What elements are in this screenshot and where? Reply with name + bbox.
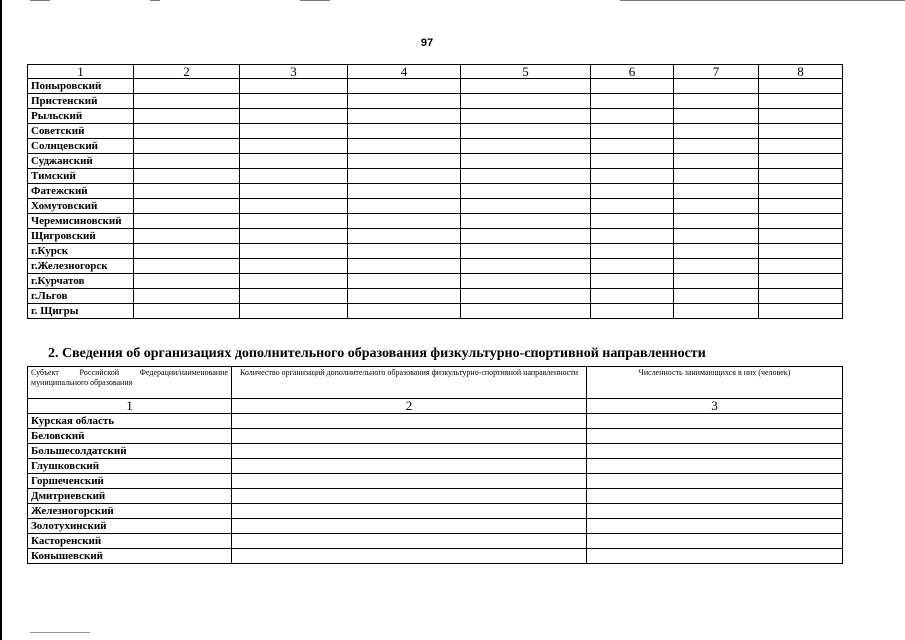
empty-cell bbox=[134, 229, 240, 244]
district-name: Солнцевский bbox=[28, 139, 134, 154]
district-name: Суджанский bbox=[28, 154, 134, 169]
table-row bbox=[28, 459, 843, 474]
table-row bbox=[28, 169, 843, 184]
empty-cell bbox=[134, 79, 240, 94]
empty-cell bbox=[759, 199, 843, 214]
table-row bbox=[28, 304, 843, 319]
empty-cell bbox=[674, 229, 759, 244]
empty-cell bbox=[759, 169, 843, 184]
empty-cell bbox=[591, 184, 674, 199]
page-left-edge bbox=[0, 0, 2, 640]
table-row bbox=[28, 109, 843, 124]
empty-cell bbox=[591, 229, 674, 244]
empty-cell bbox=[240, 304, 348, 319]
empty-cell bbox=[348, 199, 461, 214]
column-number-row bbox=[28, 65, 843, 79]
table-row bbox=[28, 489, 843, 504]
empty-cell bbox=[674, 139, 759, 154]
empty-cell bbox=[348, 154, 461, 169]
table-row bbox=[28, 549, 843, 564]
empty-cell bbox=[759, 259, 843, 274]
table-row bbox=[28, 429, 843, 444]
empty-cell bbox=[232, 444, 587, 459]
empty-cell bbox=[348, 79, 461, 94]
empty-cell bbox=[134, 109, 240, 124]
empty-cell bbox=[674, 169, 759, 184]
table-row bbox=[28, 139, 843, 154]
empty-cell bbox=[591, 154, 674, 169]
empty-cell bbox=[759, 124, 843, 139]
empty-cell bbox=[591, 274, 674, 289]
column-number: 3 bbox=[240, 65, 348, 79]
empty-cell bbox=[348, 259, 461, 274]
table-row bbox=[28, 414, 843, 429]
empty-cell bbox=[674, 109, 759, 124]
empty-cell bbox=[759, 304, 843, 319]
empty-cell bbox=[461, 214, 591, 229]
empty-cell bbox=[232, 504, 587, 519]
column-number-row bbox=[28, 399, 843, 414]
empty-cell bbox=[591, 259, 674, 274]
empty-cell bbox=[461, 169, 591, 184]
empty-cell bbox=[240, 214, 348, 229]
empty-cell bbox=[674, 199, 759, 214]
empty-cell bbox=[240, 154, 348, 169]
empty-cell bbox=[232, 534, 587, 549]
district-name: Конышевский bbox=[28, 549, 232, 564]
empty-cell bbox=[587, 489, 843, 504]
empty-cell bbox=[134, 259, 240, 274]
empty-cell bbox=[461, 109, 591, 124]
table-row bbox=[28, 94, 843, 109]
district-name: Поныровский bbox=[28, 79, 134, 94]
empty-cell bbox=[674, 304, 759, 319]
empty-cell bbox=[461, 94, 591, 109]
empty-cell bbox=[759, 184, 843, 199]
district-name: Большесолдатский bbox=[28, 444, 232, 459]
empty-cell bbox=[587, 549, 843, 564]
empty-cell bbox=[240, 199, 348, 214]
empty-cell bbox=[461, 304, 591, 319]
empty-cell bbox=[587, 444, 843, 459]
table-row bbox=[28, 79, 843, 94]
header-row bbox=[28, 367, 843, 399]
empty-cell bbox=[461, 229, 591, 244]
sport-organizations-table bbox=[27, 366, 843, 564]
column-number: 4 bbox=[348, 65, 461, 79]
empty-cell bbox=[461, 139, 591, 154]
empty-cell bbox=[759, 79, 843, 94]
empty-cell bbox=[461, 184, 591, 199]
empty-cell bbox=[134, 274, 240, 289]
empty-cell bbox=[134, 94, 240, 109]
empty-cell bbox=[587, 414, 843, 429]
empty-cell bbox=[591, 214, 674, 229]
column-number: 5 bbox=[461, 65, 591, 79]
empty-cell bbox=[348, 169, 461, 184]
empty-cell bbox=[232, 489, 587, 504]
empty-cell bbox=[461, 199, 591, 214]
empty-cell bbox=[348, 214, 461, 229]
empty-cell bbox=[240, 139, 348, 154]
empty-cell bbox=[348, 139, 461, 154]
empty-cell bbox=[348, 124, 461, 139]
empty-cell bbox=[240, 244, 348, 259]
empty-cell bbox=[134, 199, 240, 214]
district-name: Советский bbox=[28, 124, 134, 139]
empty-cell bbox=[240, 79, 348, 94]
empty-cell bbox=[759, 274, 843, 289]
empty-cell bbox=[232, 459, 587, 474]
empty-cell bbox=[461, 79, 591, 94]
table-row bbox=[28, 154, 843, 169]
district-name: г. Щигры bbox=[28, 304, 134, 319]
table-row bbox=[28, 504, 843, 519]
empty-cell bbox=[674, 184, 759, 199]
empty-cell bbox=[134, 169, 240, 184]
empty-cell bbox=[134, 289, 240, 304]
column-number: 2 bbox=[134, 65, 240, 79]
empty-cell bbox=[240, 289, 348, 304]
empty-cell bbox=[591, 289, 674, 304]
table-row bbox=[28, 474, 843, 489]
district-name: Беловский bbox=[28, 429, 232, 444]
table-row bbox=[28, 259, 843, 274]
empty-cell bbox=[591, 109, 674, 124]
table-row bbox=[28, 519, 843, 534]
empty-cell bbox=[591, 244, 674, 259]
empty-cell bbox=[348, 274, 461, 289]
empty-cell bbox=[587, 519, 843, 534]
empty-cell bbox=[591, 199, 674, 214]
empty-cell bbox=[461, 154, 591, 169]
district-name: г.Курск bbox=[28, 244, 134, 259]
table-row bbox=[28, 124, 843, 139]
district-name: Дмитриевский bbox=[28, 489, 232, 504]
empty-cell bbox=[348, 109, 461, 124]
district-name: Черемисиновский bbox=[28, 214, 134, 229]
empty-cell bbox=[759, 154, 843, 169]
empty-cell bbox=[348, 289, 461, 304]
empty-cell bbox=[591, 124, 674, 139]
empty-cell bbox=[674, 274, 759, 289]
empty-cell bbox=[674, 79, 759, 94]
table-row bbox=[28, 229, 843, 244]
empty-cell bbox=[461, 289, 591, 304]
section-2-title: 2. Сведения об организациях дополнительного образования физкультурно-спортивной направленности bbox=[48, 346, 706, 361]
top-edge-mark bbox=[30, 0, 50, 1]
top-edge-mark bbox=[150, 0, 160, 1]
column-number: 1 bbox=[28, 65, 134, 79]
empty-cell bbox=[759, 289, 843, 304]
empty-cell bbox=[134, 244, 240, 259]
empty-cell bbox=[240, 184, 348, 199]
district-name: Тимский bbox=[28, 169, 134, 184]
empty-cell bbox=[591, 79, 674, 94]
empty-cell bbox=[591, 169, 674, 184]
empty-cell bbox=[461, 124, 591, 139]
column-number: 3 bbox=[587, 399, 843, 414]
empty-cell bbox=[674, 154, 759, 169]
empty-cell bbox=[134, 214, 240, 229]
empty-cell bbox=[591, 94, 674, 109]
top-edge-mark bbox=[300, 0, 330, 1]
empty-cell bbox=[348, 184, 461, 199]
district-name: Золотухинский bbox=[28, 519, 232, 534]
empty-cell bbox=[348, 94, 461, 109]
empty-cell bbox=[240, 169, 348, 184]
empty-cell bbox=[674, 94, 759, 109]
empty-cell bbox=[240, 124, 348, 139]
district-name: Железногорский bbox=[28, 504, 232, 519]
empty-cell bbox=[759, 229, 843, 244]
district-name: Касторенский bbox=[28, 534, 232, 549]
empty-cell bbox=[134, 184, 240, 199]
empty-cell bbox=[134, 139, 240, 154]
table-row bbox=[28, 274, 843, 289]
empty-cell bbox=[759, 94, 843, 109]
empty-cell bbox=[134, 124, 240, 139]
district-name: г.Железногорск bbox=[28, 259, 134, 274]
subject-header: Субъект Российской Федерации/наименование муниципального образования bbox=[28, 367, 232, 399]
table-row bbox=[28, 184, 843, 199]
empty-cell bbox=[759, 244, 843, 259]
empty-cell bbox=[134, 304, 240, 319]
empty-cell bbox=[587, 504, 843, 519]
empty-cell bbox=[674, 259, 759, 274]
district-name: г.Курчатов bbox=[28, 274, 134, 289]
empty-cell bbox=[461, 244, 591, 259]
page-number: 97 bbox=[420, 37, 434, 49]
district-name: Фатежский bbox=[28, 184, 134, 199]
empty-cell bbox=[240, 259, 348, 274]
district-name: Щигровский bbox=[28, 229, 134, 244]
empty-cell bbox=[759, 214, 843, 229]
column-number: 8 bbox=[759, 65, 843, 79]
empty-cell bbox=[240, 229, 348, 244]
organizations-count-header: Количество организаций дополнительного образования физкультурно-спортивной направленности bbox=[232, 367, 587, 399]
empty-cell bbox=[587, 534, 843, 549]
empty-cell bbox=[348, 244, 461, 259]
district-name: Пристенский bbox=[28, 94, 134, 109]
empty-cell bbox=[240, 274, 348, 289]
empty-cell bbox=[232, 519, 587, 534]
empty-cell bbox=[240, 109, 348, 124]
empty-cell bbox=[587, 429, 843, 444]
column-number: 2 bbox=[232, 399, 587, 414]
empty-cell bbox=[674, 289, 759, 304]
district-name: Горшеченский bbox=[28, 474, 232, 489]
column-number: 6 bbox=[591, 65, 674, 79]
empty-cell bbox=[134, 154, 240, 169]
district-name: г.Льгов bbox=[28, 289, 134, 304]
table-row bbox=[28, 199, 843, 214]
column-number: 1 bbox=[28, 399, 232, 414]
table-row bbox=[28, 444, 843, 459]
column-number: 7 bbox=[674, 65, 759, 79]
empty-cell bbox=[674, 244, 759, 259]
empty-cell bbox=[591, 304, 674, 319]
table-row bbox=[28, 244, 843, 259]
empty-cell bbox=[232, 549, 587, 564]
participants-count-header: Численность занимающихся в них (человек) bbox=[587, 367, 843, 399]
scan-mark bbox=[30, 632, 90, 633]
empty-cell bbox=[759, 109, 843, 124]
region-name: Курская область bbox=[28, 414, 232, 429]
empty-cell bbox=[591, 139, 674, 154]
empty-cell bbox=[674, 124, 759, 139]
empty-cell bbox=[759, 139, 843, 154]
empty-cell bbox=[348, 304, 461, 319]
empty-cell bbox=[232, 429, 587, 444]
empty-cell bbox=[587, 459, 843, 474]
districts-table bbox=[27, 64, 843, 319]
table-row bbox=[28, 534, 843, 549]
empty-cell bbox=[232, 414, 587, 429]
empty-cell bbox=[232, 474, 587, 489]
empty-cell bbox=[587, 474, 843, 489]
top-edge-mark bbox=[620, 0, 905, 1]
empty-cell bbox=[240, 94, 348, 109]
table-row bbox=[28, 214, 843, 229]
empty-cell bbox=[461, 274, 591, 289]
district-name: Рыльский bbox=[28, 109, 134, 124]
district-name: Хомутовский bbox=[28, 199, 134, 214]
district-name: Глушковский bbox=[28, 459, 232, 474]
empty-cell bbox=[461, 259, 591, 274]
table-row bbox=[28, 289, 843, 304]
empty-cell bbox=[674, 214, 759, 229]
empty-cell bbox=[348, 229, 461, 244]
